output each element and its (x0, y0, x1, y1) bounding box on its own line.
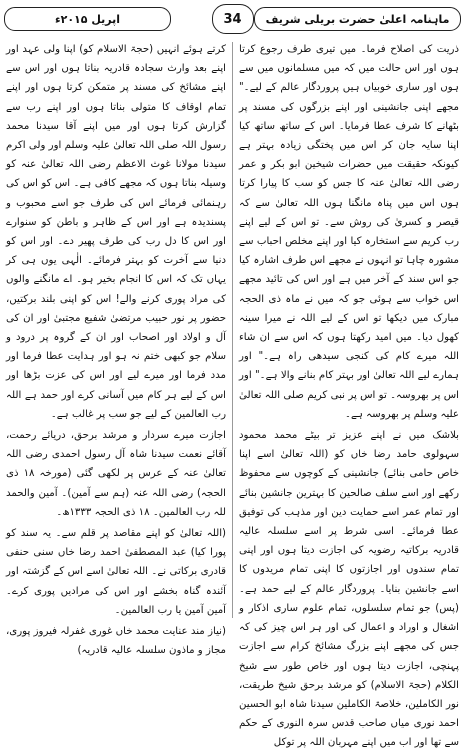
left-column (6, 40, 227, 657)
paragraph: اجازت میرے سردار و مرشد برحق، دریائے رحمت، آقائے نعمت سیدنا شاہ آل رسول احمدی رضی اللہ تعالیٰ عنہ کے عرس پر لکھی گئی (مورخہ ۱۸ ذی الحجہ) رضی اللہ عنہ (ہم سے آمین)۔ آمین والحمد للہ رب العالمین۔ ۱۸ ذی الحجہ ۱۳۳۳ھ۔ (6, 430, 227, 518)
paragraph: کرتے ہوئے انہیں (حجۃ الاسلام کو) اپنا ولی عہد اور اپنے بعد وارث سجادہ قادریہ بناتا ہوں اور اس سے اپنے مشائخ کی مسند پر متمکن کرتا ہوں اور اپنے تمام اوقاف کا متولی بناتا ہوں اور اپنے رب سے گزارش کرتا ہوں اور میں اپنے آقا سیدنا محمد رسول اللہ صلی اللہ تعالیٰ علیہ وسلم اور ولی اکرم سیدنا مولانا غوث الاعظم رضی اللہ تعالیٰ عنہ کو وسیلہ بناتا ہوں کہ مجھے کافی ہے۔ اس کو اس کی رہنمائی فرمائے اس کی طرف جو اسے محبوب و پسندیدہ ہے اور اس کے ظاہر و باطن کو سنوارے اور اس کا دل رب کی طرف پھیر دے۔ اور اس کو دنیا سے آخرت کو بہتر فرمائے۔ الٰہی یوں ہی کر یہاں تک کہ اس کا انجام بخیر ہو۔ اے مانگنے والوں کی مراد پوری کرنے والے! اس کو اپنی بلند برکتیں، حضور پر نور حبیب مرتضیٰ شفیع مجتبیٰ اور ان کی آل و اولاد اور اصحاب اور ان کے گروہ پر درود و سلام جو کبھی ختم نہ ہو اور ہدایت عطا فرما اور مدد فرما اور میرے لیے اور اس کی عزت بڑھا اور اس کے لیے ہر کام میں آسانی کرے اور حمد ہے اللہ رب العالمین کے لیے جو سب پر غالب ہے۔ (6, 44, 226, 420)
paragraph: (اللہ تعالیٰ کو اپنے مقاصد پر قلم سے۔ یہ سند کو پورا کیا) عبد المصطفیٰ احمد رضا خاں سنی حنفی قادری برکاتی نے۔ اللہ تعالیٰ اسے اس کے گزشتہ اور آئندہ گناہ بخشے اور اس کی مرادیں پوری کرے۔ آمین آمین یا رب العالمین۔ (6, 528, 226, 616)
paragraph: ذریت کی اصلاح فرما۔ میں تیری طرف رجوع کرتا ہوں اور اس حالت میں کہ میں مسلمانوں میں سے ہوں اور ساری خوبیاں ہیں پروردگار عالم کے لیے۔" مجھے اپنی جانشینی اور اپنے بزرگوں کی مسند پر بٹھانے کا شرف عطا فرمایا۔ اس کے ساتھ ساتھ کیا اپنا سایہ جان کر اس میں پختگی زیادہ بہتر ہے کیونکہ حقیقت میں حضرات شیخین ابو بکر و عمر رضی اللہ تعالیٰ عنہ کا جس کو سب کا پیارا کرتا ہوں اس میں پناہ مانگنا ہوں اللہ تعالیٰ سے کہ قیصر و کسریٰ کی روش سے۔ تو اس کے لیے اپنے رب کریم سے استخارہ کیا اور اپنے مخلص احباب سے مشورہ چاہا تو انہوں نے مجھے اس طرف اشارہ کیا جو اس سند کے آخر میں ہے اور اس کی تائید مجھے اس خواب سے ہوئی جو کہ میں نے ماہ ذی الحجہ مبارک میں دیکھا تو اس کے لیے اللہ نے میرا سینہ کھول دیا۔ میں امید رکھتا ہوں کہ اس سے ان شاء اللہ میرے کام کی کنجی سیدھی راہ ہے۔" اور ہمارے لیے اللہ تعالیٰ اور بہتر کام بنانے والا ہے۔" اور اس پر بھروسہ۔ تو اس پر نبی کریم صلی اللہ تعالیٰ علیہ وسلم پر بھروسہ ہے۔ (239, 44, 459, 420)
paragraph: (نیاز مند عنایت محمد خاں غوری غفرلہ فیروز پوری، مجاز و ماذون سلسلہ عالیہ قادریہ) (6, 626, 226, 657)
column-divider (232, 42, 233, 618)
right-column (239, 40, 459, 749)
page-number: 34 (212, 4, 254, 34)
magazine-title: ماہنامہ اعلیٰ حضرت بریلی شریف (254, 7, 461, 31)
paragraph: بلاشک میں نے اپنے عزیز تر بیٹے محمد محمود سہولوی حامد رضا خاں کو (اللہ تعالیٰ اسے اپنا خاص حامی بنائے) جانشینی کے کوچوں سے محفوظ رکھے اور اسے سلف صالحین کا بہترین جانشین بنائے اور تمام عمر اسے حمایت دین اور مذہب کی توفیق عطا فرمائے۔ اسی شرط پر اسے سلسلہ عالیہ قادریہ برکاتیہ رضویہ کی اجازت دیتا ہوں اور اپنی تمام سندوں اور اجازتوں کا اپنی تمام مریدوں کا اسے جانشین بنایا۔ پروردگار عالم کے لیے حمد ہے۔ (پس) جو تمام سلسلوں، تمام علوم ساری اذکار و اشغال و اوراد و اعمال کی اور ہر اس چیز کی کہ جس کی مجھے اپنے بزرگ مشائخ کرام سے اجازت پہنچی، اجازت دیتا ہوں اور خاص طور سے شیخ الکلام (حجۃ الاسلام) کو مرشد برحق شیخ طریقت، نور الکاملین، خلاصۃ الکاملین سیدنا شاہ ابو الحسین احمد نوری میاں صاحب قدس سرہ النوری کے حکم سے تھا اور اب میں اپنے مہربان اللہ پر توکل (239, 430, 459, 749)
page-header (4, 4, 461, 36)
issue-date: اپریل ۲۰۱۵ء (4, 7, 171, 31)
